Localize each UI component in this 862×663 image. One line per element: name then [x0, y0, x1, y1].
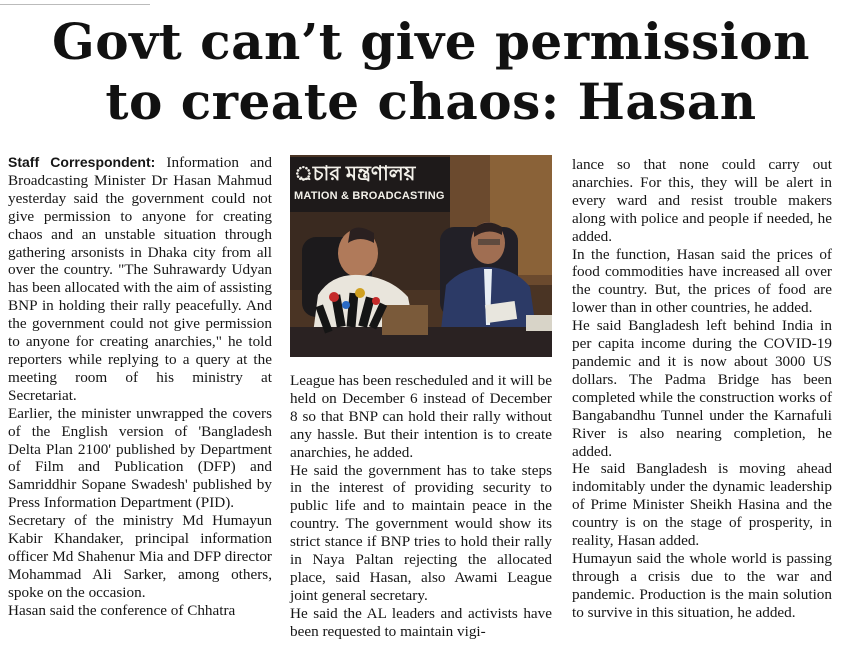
sign-bengali-text: ্রচার মন্ত্রণালয় — [294, 163, 416, 185]
paragraph: lance so that none could carry out anarchies. For this, they will be alert in every ward and resist trouble makers along with police and people if needed, he added. — [572, 156, 832, 245]
paragraph: He said Bangladesh is moving ahead indomitably under the dynamic leadership of Prime Minister Sheikh Hasina and the country is on the stage of prosperity, in reality, Hasan added. — [572, 460, 832, 550]
byline: Staff Correspondent: — [8, 154, 156, 170]
article-column-3 — [572, 156, 832, 622]
article-column-1 — [8, 154, 272, 620]
headline-line-2: to create chaos: Hasan — [105, 72, 757, 131]
article-column-2 — [290, 372, 552, 641]
paragraph: Humayun said the whole world is passing through a crisis due to the war and pandemic. Production is the main solution to survive in this situation, he added. — [572, 549, 832, 621]
paragraph: Hasan said the conference of Chhatra — [8, 601, 236, 619]
news-photo — [290, 155, 552, 357]
paragraph: He said Bangladesh left behind India in per capita income during the COVID-19 pandemic and it is now about 3000 US dollars. The Padma Bridge has been completed while the construction works of Bangabandhu Tunnel under the Karnafuli River is also nearing completion, he added. — [572, 317, 832, 460]
cropped-header-rule — [0, 0, 150, 5]
sign-english-text: MATION & BROADCASTING — [294, 190, 445, 202]
top-strip — [0, 0, 862, 7]
paragraph: He said the government has to take steps in the interest of providing security to public life and to maintain peace in the country. The government would show its strict stance if BNP tries to hold their rally in Naya Paltan rejecting the allocated place, said Hasan, also Awami League joint general secretary. — [290, 461, 552, 604]
paragraph-text: Information and Broadcasting Minister Dr Hasan Mahmud yesterday said the government could not give permission to anyone for creating chaos and an unstable situation through gathering arsonists in Dhaka city from all over the country. "The Suhrawardy Udyan has been allocated with the aim of assisting BNP in holding their rally peacefully. And the government could not give permission to anyone for creating anarchies," he told reporters while replying to a query at the meeting room of his ministry at Secretariat. — [8, 154, 272, 404]
paragraph: League has been rescheduled and it will be held on December 6 instead of December 8 so that BNP can hold their rally without any hassle. But their intention is to create anarchies, he added. — [290, 372, 552, 461]
paragraph: Earlier, the minister unwrapped the covers of the English version of 'Bangladesh Delta Plan 2100' published by Department of Film and Publication (DFP) and Samriddhir Sopane Swadesh' published by Press Information Department (PID). — [8, 404, 272, 512]
ministry-sign — [290, 157, 450, 212]
paragraph: In the function, Hasan said the prices of food commodities have increased all over the country. But, the prices of food are lower than in other countries, he added. — [572, 245, 832, 317]
headline-line-1: Govt can’t give permission — [52, 12, 810, 71]
paragraph: Secretary of the ministry Md Humayun Kabir Khandaker, principal information officer Md Shahenur Mia and DFP director Mohammad Ali Sarker, among others, spoke on the occasion. — [8, 512, 272, 601]
paragraph — [8, 154, 272, 405]
headline — [0, 12, 862, 132]
paragraph: He said the AL leaders and activists have been requested to maintain vigi- — [290, 604, 552, 640]
